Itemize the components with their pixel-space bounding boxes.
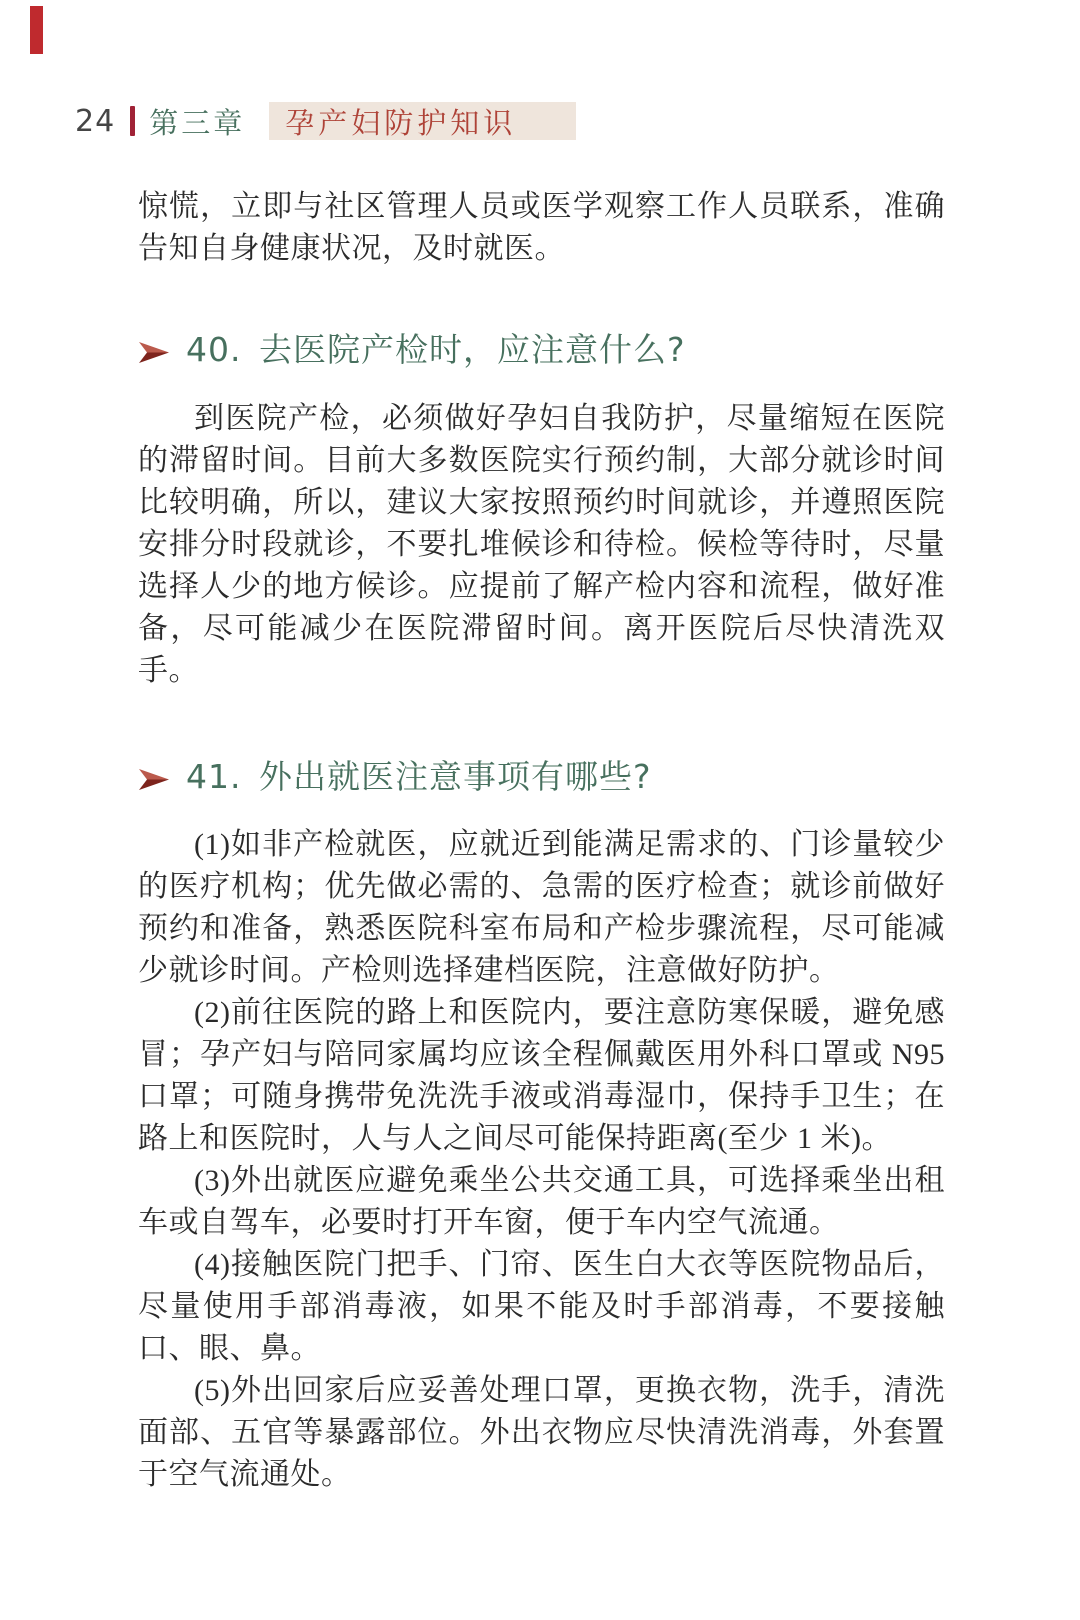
section-heading-41: [138, 754, 945, 800]
section-41-item-5: (5)外出回家后应妥善处理口罩，更换衣物，洗手，清洗面部、五官等暴露部位。外出衣物应尽快清洗消毒，外套置于空气流通处。: [138, 1374, 945, 1491]
page-content: [138, 0, 945, 1496]
red-arrowhead-icon: [138, 767, 170, 792]
section-41-item-1: (1)如非产检就医，应就近到能满足需求的、门诊量较少的医疗机构；优先做必需的、急需的医疗检查；就诊前做好预约和准备，熟悉医院科室布局和产检步骤流程，尽可能减少就诊时间。产检则选择建档医院，注意做好防护。: [138, 828, 945, 987]
section-41-item-2: (2)前往医院的路上和医院内，要注意防寒保暖，避免感冒；孕产妇与陪同家属均应该全程佩戴医用外科口罩或 N95 口罩；可随身携带免洗洗手液或消毒湿巾，保持手卫生；在路上和医院时，人与人之间尽可能保持距离(至少 1 米)。: [138, 996, 945, 1155]
section-heading-text: 41. 外出就医注意事项有哪些?: [186, 757, 652, 796]
section-41-item-4: (4)接触医院门把手、门帘、医生白大衣等医院物品后，尽量使用手部消毒液，如果不能及时手部消毒，不要接触口、眼、鼻。: [138, 1248, 945, 1365]
section-41-item-3: (3)外出就医应避免乘坐公共交通工具，可选择乘坐出租车或自驾车，必要时打开车窗，便于车内空气流通。: [138, 1164, 945, 1239]
red-bar-divider-icon: [130, 106, 135, 136]
section-40-paragraph: 到医院产检，必须做好孕妇自我防护，尽量缩短在医院的滞留时间。目前大多数医院实行预约制，大部分就诊时间比较明确，所以，建议大家按照预约时间就诊，并遵照医院安排分时段就诊，不要扎堆候诊和待检。候检等待时，尽量选择人少的地方候诊。应提前了解产检内容和流程，做好准备，尽可能减少在医院滞留时间。离开医院后尽快清洗双手。: [138, 402, 945, 687]
section-heading-text: 40. 去医院产检时，应注意什么?: [186, 330, 686, 369]
red-arrowhead-icon: [138, 340, 170, 365]
page-number: 24: [75, 103, 116, 139]
chapter-label: 第三章: [149, 105, 246, 140]
section-heading-40: [138, 327, 945, 373]
intro-paragraph: 惊慌，立即与社区管理人员或医学观察工作人员联系，准确告知自身健康状况，及时就医。: [138, 190, 945, 265]
chapter-title: 孕产妇防护知识: [285, 105, 517, 140]
red-corner-tab-icon: [30, 6, 43, 54]
